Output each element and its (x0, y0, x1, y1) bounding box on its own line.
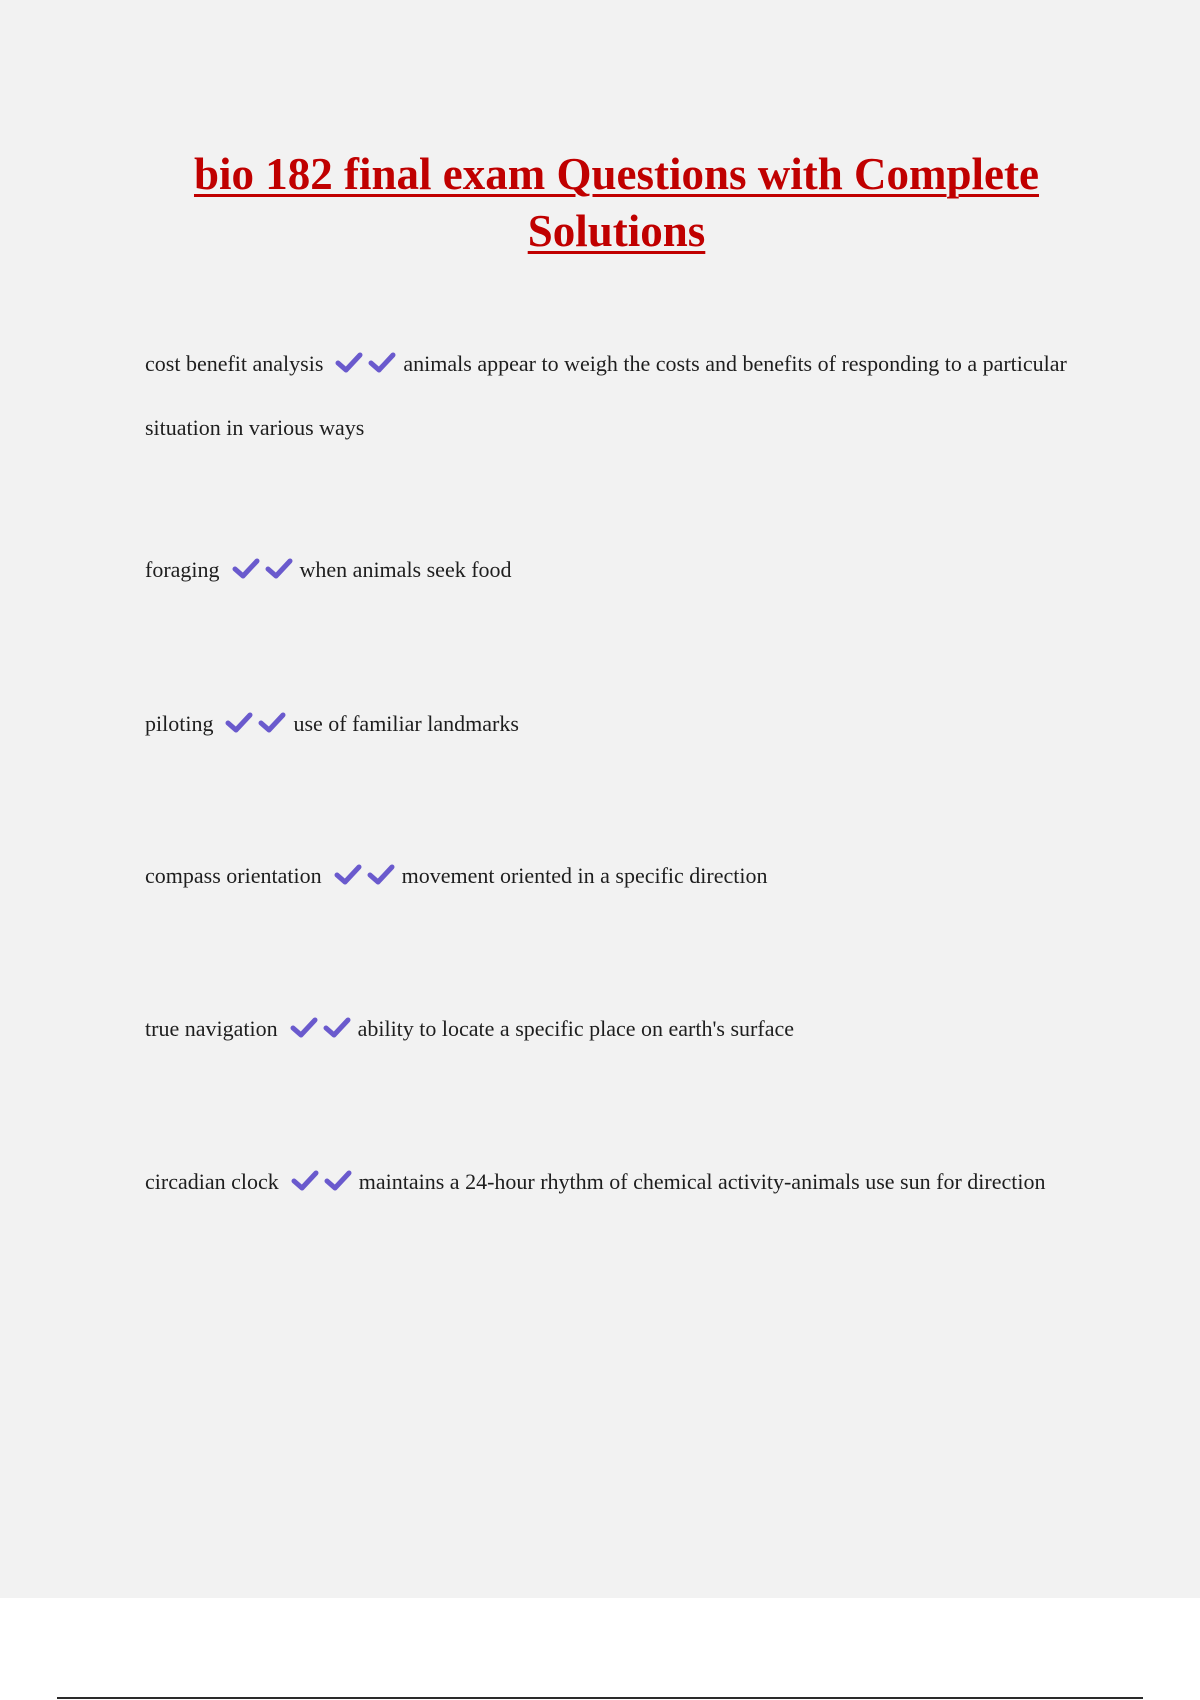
checkmark-icon (367, 864, 395, 886)
checkmark-icon (225, 712, 253, 734)
checkmark-icon (335, 352, 363, 374)
definition: when animals seek food (299, 557, 512, 582)
term: cost benefit analysis (145, 351, 324, 376)
checkmark-icon (334, 864, 362, 886)
checkmark-icon (368, 352, 396, 374)
checkmark-icon (258, 712, 286, 734)
list-item (145, 333, 1075, 458)
checkmark-icon (265, 558, 293, 580)
check-marks (225, 696, 291, 757)
list-item (145, 845, 1075, 909)
checkmark-icon (324, 1170, 352, 1192)
check-marks (334, 848, 400, 909)
check-marks (291, 1154, 357, 1215)
footer-divider (57, 1697, 1143, 1699)
check-marks (232, 542, 298, 603)
definition: movement oriented in a specific direction (401, 863, 768, 888)
definition: ability to locate a specific place on earth's surface (357, 1016, 795, 1041)
checkmark-icon (290, 1017, 318, 1039)
check-marks (290, 1001, 356, 1062)
list-item (145, 693, 1075, 757)
list-item (145, 998, 1075, 1062)
checkmark-icon (291, 1170, 319, 1192)
document-title: bio 182 final exam Questions with Complete Solutions (193, 149, 1039, 256)
checkmark-icon (323, 1017, 351, 1039)
list-item (145, 539, 1075, 603)
term: foraging (145, 557, 220, 582)
term: compass orientation (145, 863, 322, 888)
term: piloting (145, 711, 214, 736)
check-marks (335, 336, 401, 397)
definition: animals appear to weigh the costs and benefits of responding to a particular situation in various ways (145, 351, 1067, 440)
list-item (145, 1151, 1075, 1215)
term: circadian clock (145, 1169, 279, 1194)
definition: maintains a 24-hour rhythm of chemical activity-animals use sun for direction (358, 1169, 1046, 1194)
definition: use of familiar landmarks (293, 711, 519, 736)
checkmark-icon (232, 558, 260, 580)
term: true navigation (145, 1016, 278, 1041)
